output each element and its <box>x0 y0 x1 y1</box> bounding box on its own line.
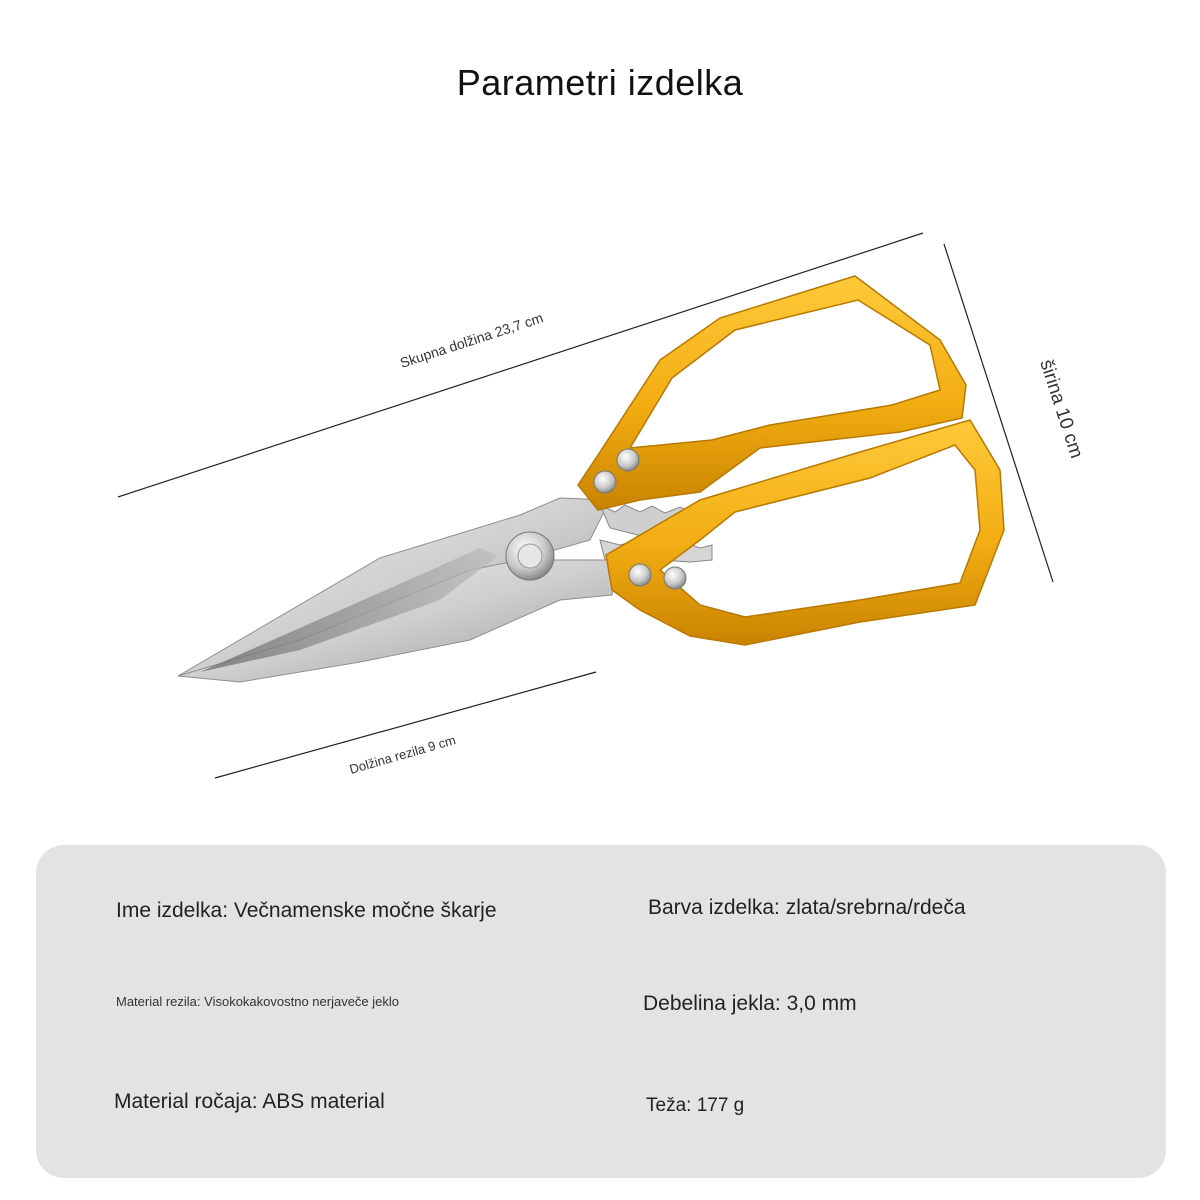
spec-product-name: Ime izdelka: Večnamenske močne škarje <box>116 899 497 922</box>
blade-length-label: Dolžina rezila 9 cm <box>347 732 458 777</box>
spec-card <box>36 845 1166 1178</box>
width-label: širina 10 cm <box>1035 357 1087 461</box>
spec-blade-material: Material rezila: Visokokakovostno nerjaveče jeklo <box>116 994 400 1009</box>
total-length-line <box>118 233 923 497</box>
spec-product-color: Barva izdelka: zlata/srebrna/rdeča <box>648 896 966 919</box>
handle-rivet <box>664 567 686 589</box>
page-title: Parametri izdelka <box>456 62 744 103</box>
total-length-label: Skupna dolžina 23,7 cm <box>397 309 546 371</box>
spec-weight: Teža: 177 g <box>646 1095 745 1116</box>
blade-length-line <box>215 672 596 778</box>
handle-rivet <box>629 564 651 586</box>
spec-handle-material: Material ročaja: ABS material <box>114 1090 385 1113</box>
handle-rivet <box>594 471 616 493</box>
spec-steel-thickness: Debelina jekla: 3,0 mm <box>643 992 857 1015</box>
upper-handle <box>578 276 966 510</box>
handle-rivet <box>617 449 639 471</box>
